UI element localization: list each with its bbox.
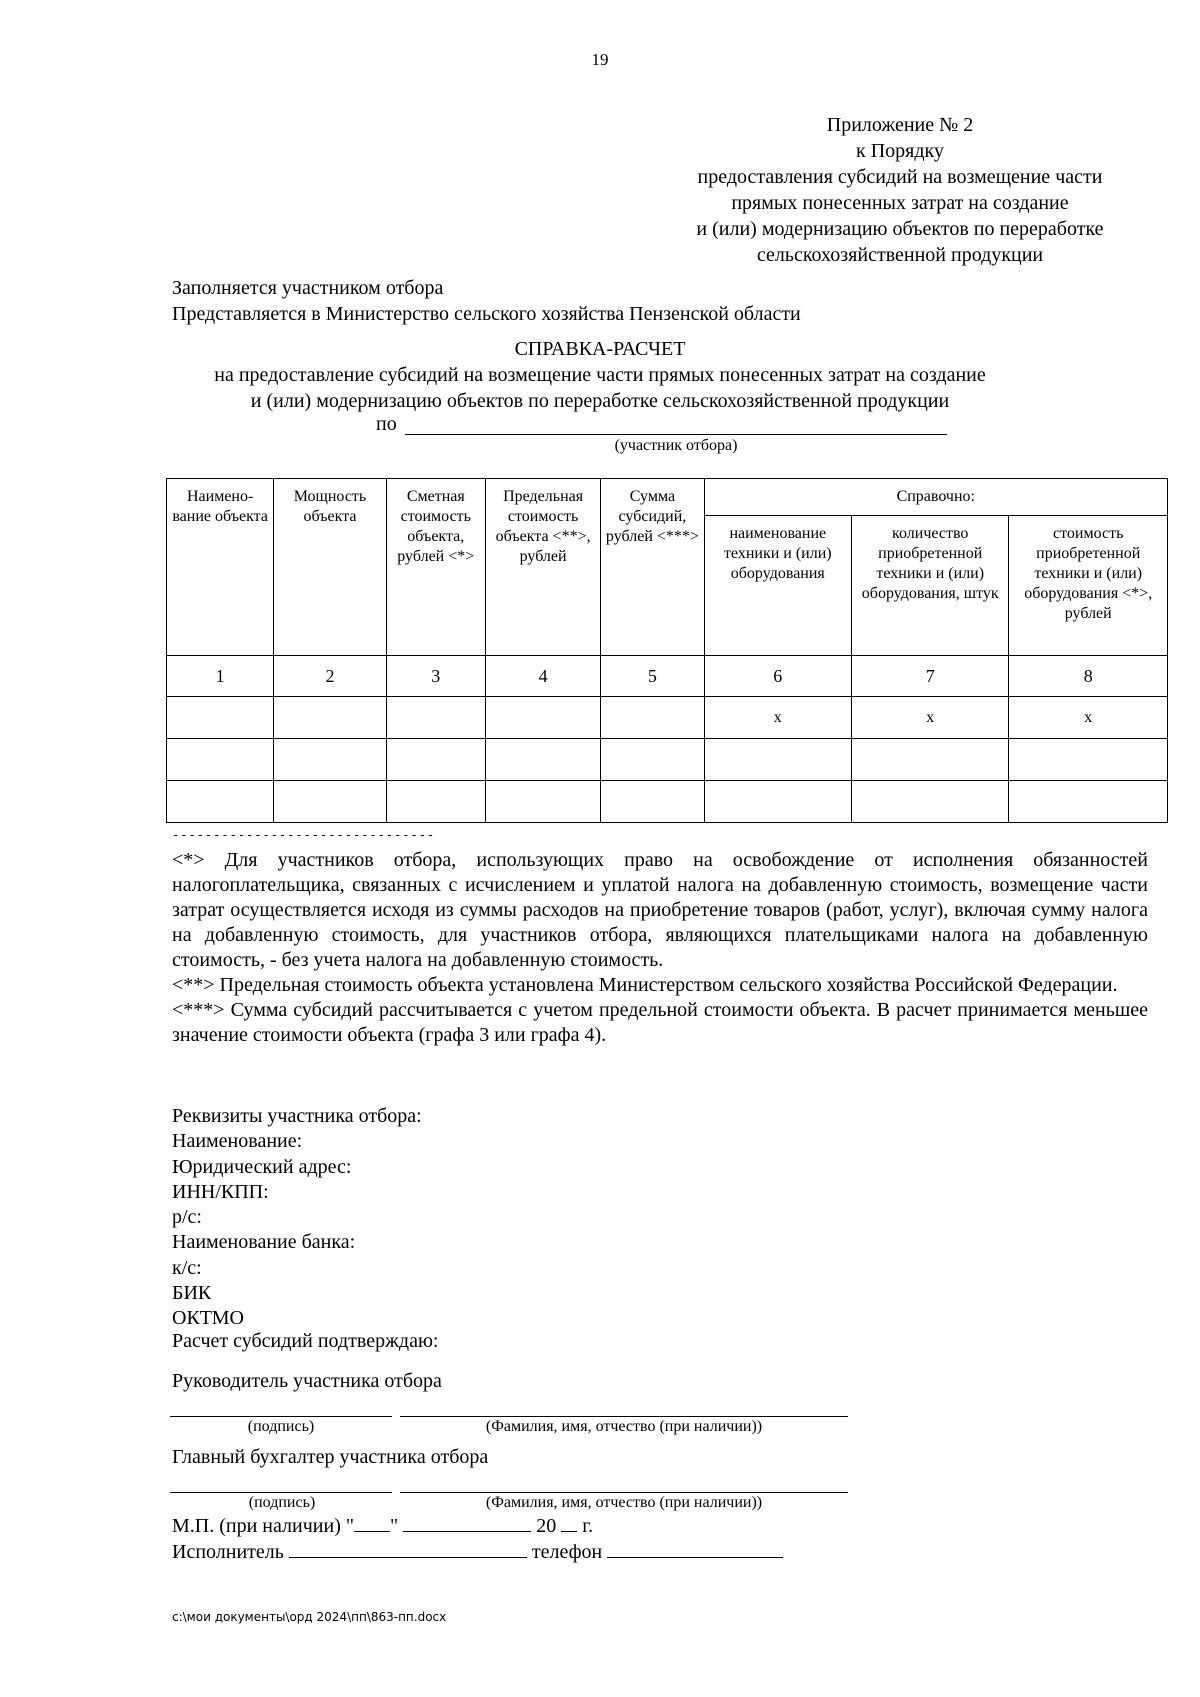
- column-number: 8: [1009, 656, 1168, 697]
- requisites-block: [172, 1104, 422, 1332]
- table-cell: х: [704, 697, 851, 739]
- file-path: c:\мои документы\орд 2024\пп\863-пп.docx: [172, 1610, 447, 1624]
- table-cell: [386, 781, 485, 823]
- table-cell: [167, 697, 274, 739]
- table-row: [167, 739, 1168, 781]
- appendix-line: к Порядку: [856, 140, 944, 162]
- page-number: 19: [591, 50, 609, 69]
- header-reference: Справочно:: [704, 479, 1167, 516]
- stamp-quote: ": [390, 1515, 399, 1537]
- table-row: [167, 697, 1168, 739]
- executor-blank: [289, 1539, 527, 1558]
- header-capacity: Мощность объекта: [274, 479, 386, 656]
- head-signature-line: [170, 1416, 392, 1417]
- accountant-name-line: [400, 1492, 848, 1493]
- table-cell: [704, 781, 851, 823]
- header-equipment-quantity: количество приобретенной техники и (или) оборудования, штук: [852, 516, 1009, 656]
- accountant-label: Главный бухгалтер участника отбора: [172, 1446, 489, 1468]
- head-signature-caption: (подпись): [247, 1418, 315, 1435]
- column-number: 3: [386, 656, 485, 697]
- requisites-line: Юридический адрес:: [172, 1155, 352, 1178]
- stamp-year-suffix: г.: [582, 1515, 594, 1537]
- requisites-line: ОКТМО: [172, 1307, 244, 1330]
- table-cell: [1009, 781, 1168, 823]
- month-blank: [403, 1513, 531, 1532]
- requisites-line: Реквизиты участника отбора:: [172, 1105, 422, 1127]
- requisites-line: Наименование:: [172, 1130, 303, 1153]
- confirm-text: Расчет субсидий подтверждаю:: [172, 1330, 439, 1352]
- table-cell: [485, 697, 600, 739]
- header-estimated-cost: Сметная стоимость объекта, рублей <*>: [386, 479, 485, 656]
- requisites-line: БИК: [172, 1282, 212, 1305]
- column-number: 7: [852, 656, 1009, 697]
- table-header-row: [167, 479, 1168, 516]
- phone-blank: [607, 1539, 783, 1558]
- accountant-signature-caption: (подпись): [248, 1494, 316, 1511]
- stamp-label: М.П. (при наличии) ": [172, 1515, 355, 1537]
- document-subtitle-line: и (или) модернизацию объектов по переработке сельскохозяйственной продукции: [250, 390, 950, 412]
- header-object-name: Наимено-вание объекта: [167, 479, 274, 656]
- table-cell: х: [852, 697, 1009, 739]
- table-cell: [601, 739, 704, 781]
- stamp-line: [172, 1513, 593, 1538]
- day-blank: [354, 1513, 390, 1532]
- year-blank: [561, 1513, 577, 1532]
- header-limit-cost: Предельная стоимость объекта <**>, рублей: [485, 479, 600, 656]
- table-cell: [852, 739, 1009, 781]
- footnotes: [172, 848, 1148, 1048]
- phone-label: телефон: [531, 1541, 603, 1563]
- footnote-separator: --------------------------------: [172, 828, 436, 842]
- requisites-line: Наименование банка:: [172, 1231, 356, 1254]
- column-number: 4: [485, 656, 600, 697]
- table-cell: [1009, 739, 1168, 781]
- requisites-line: ИНН/КПП:: [172, 1180, 269, 1203]
- accountant-signature-line: [170, 1492, 392, 1493]
- appendix-line: Приложение № 2: [826, 114, 974, 136]
- head-name-caption: (Фамилия, имя, отчество (при наличии)): [485, 1418, 763, 1435]
- document-title: СПРАВКА-РАСЧЕТ: [514, 338, 686, 360]
- column-number: 2: [274, 656, 386, 697]
- header-subsidy-amount: Сумма субсидий, рублей <***>: [601, 479, 704, 656]
- column-number: 1: [167, 656, 274, 697]
- table-cell: [852, 781, 1009, 823]
- table-cell: х: [1009, 697, 1168, 739]
- column-number-row: [167, 656, 1168, 697]
- table-cell: [386, 739, 485, 781]
- table-cell: [386, 697, 485, 739]
- submitted-to-note: Представляется в Министерство сельского хозяйства Пензенской области: [172, 303, 801, 325]
- accountant-name-caption: (Фамилия, имя, отчество (при наличии)): [485, 1494, 763, 1511]
- document-subtitle-line: на предоставление субсидий на возмещение части прямых понесенных затрат на создание: [214, 364, 986, 386]
- table-row: [167, 781, 1168, 823]
- table-cell: [485, 781, 600, 823]
- appendix-line: сельскохозяйственной продукции: [756, 244, 1044, 266]
- table-cell: [274, 739, 386, 781]
- head-label: Руководитель участника отбора: [172, 1370, 442, 1392]
- table-cell: [167, 739, 274, 781]
- executor-label: Исполнитель: [172, 1541, 284, 1563]
- footnote: <*> Для участников отбора, использующих право на освобождение от исполнения обязанностей налогоплательщика, связанных с исчислением и уплатой налога на добавленную стоимость, возмещение части затрат осуществляется исходя из суммы расходов на приобретение товаров (работ, услуг), включая сумму налога на добавленную стоимость, для участников отбора, являющихся плательщиками налога на добавленную стоимость, - без учета налога на добавленную стоимость.: [172, 849, 1148, 971]
- appendix-line: предоставления субсидий на возмещение части: [697, 166, 1103, 188]
- table-cell: [601, 697, 704, 739]
- head-name-line: [400, 1416, 848, 1417]
- requisites-line: р/с:: [172, 1206, 202, 1229]
- table-cell: [167, 781, 274, 823]
- filled-by-note: Заполняется участником отбора: [172, 277, 444, 299]
- executor-line: [172, 1539, 783, 1564]
- table-cell: [274, 781, 386, 823]
- appendix-line: и (или) модернизацию объектов по переработке: [696, 218, 1104, 240]
- footnote: <***> Сумма субсидий рассчитывается с учетом предельной стоимости объекта. В расчет принимается меньшее значение стоимости объекта (графа 3 или графа 4).: [172, 999, 1148, 1046]
- requisites-line: к/с:: [172, 1256, 202, 1279]
- calculation-table: [166, 478, 1168, 823]
- appendix-header: [640, 112, 1160, 268]
- table-cell: [601, 781, 704, 823]
- table-cell: [485, 739, 600, 781]
- appendix-line: прямых понесенных затрат на создание: [731, 192, 1069, 214]
- column-number: 5: [601, 656, 704, 697]
- po-label: по: [376, 413, 397, 435]
- table-cell: [704, 739, 851, 781]
- column-number: 6: [704, 656, 851, 697]
- stamp-year: 20: [536, 1515, 557, 1537]
- header-equipment-cost: стоимость приобретенной техники и (или) оборудования <*>, рублей: [1009, 516, 1168, 656]
- header-equipment-name: наименование техники и (или) оборудования: [704, 516, 851, 656]
- participant-blank-line: [405, 434, 947, 435]
- table-cell: [274, 697, 386, 739]
- participant-caption: (участник отбора): [614, 437, 738, 454]
- footnote: <**> Предельная стоимость объекта установлена Министерством сельского хозяйства Российской Федерации.: [172, 974, 1118, 996]
